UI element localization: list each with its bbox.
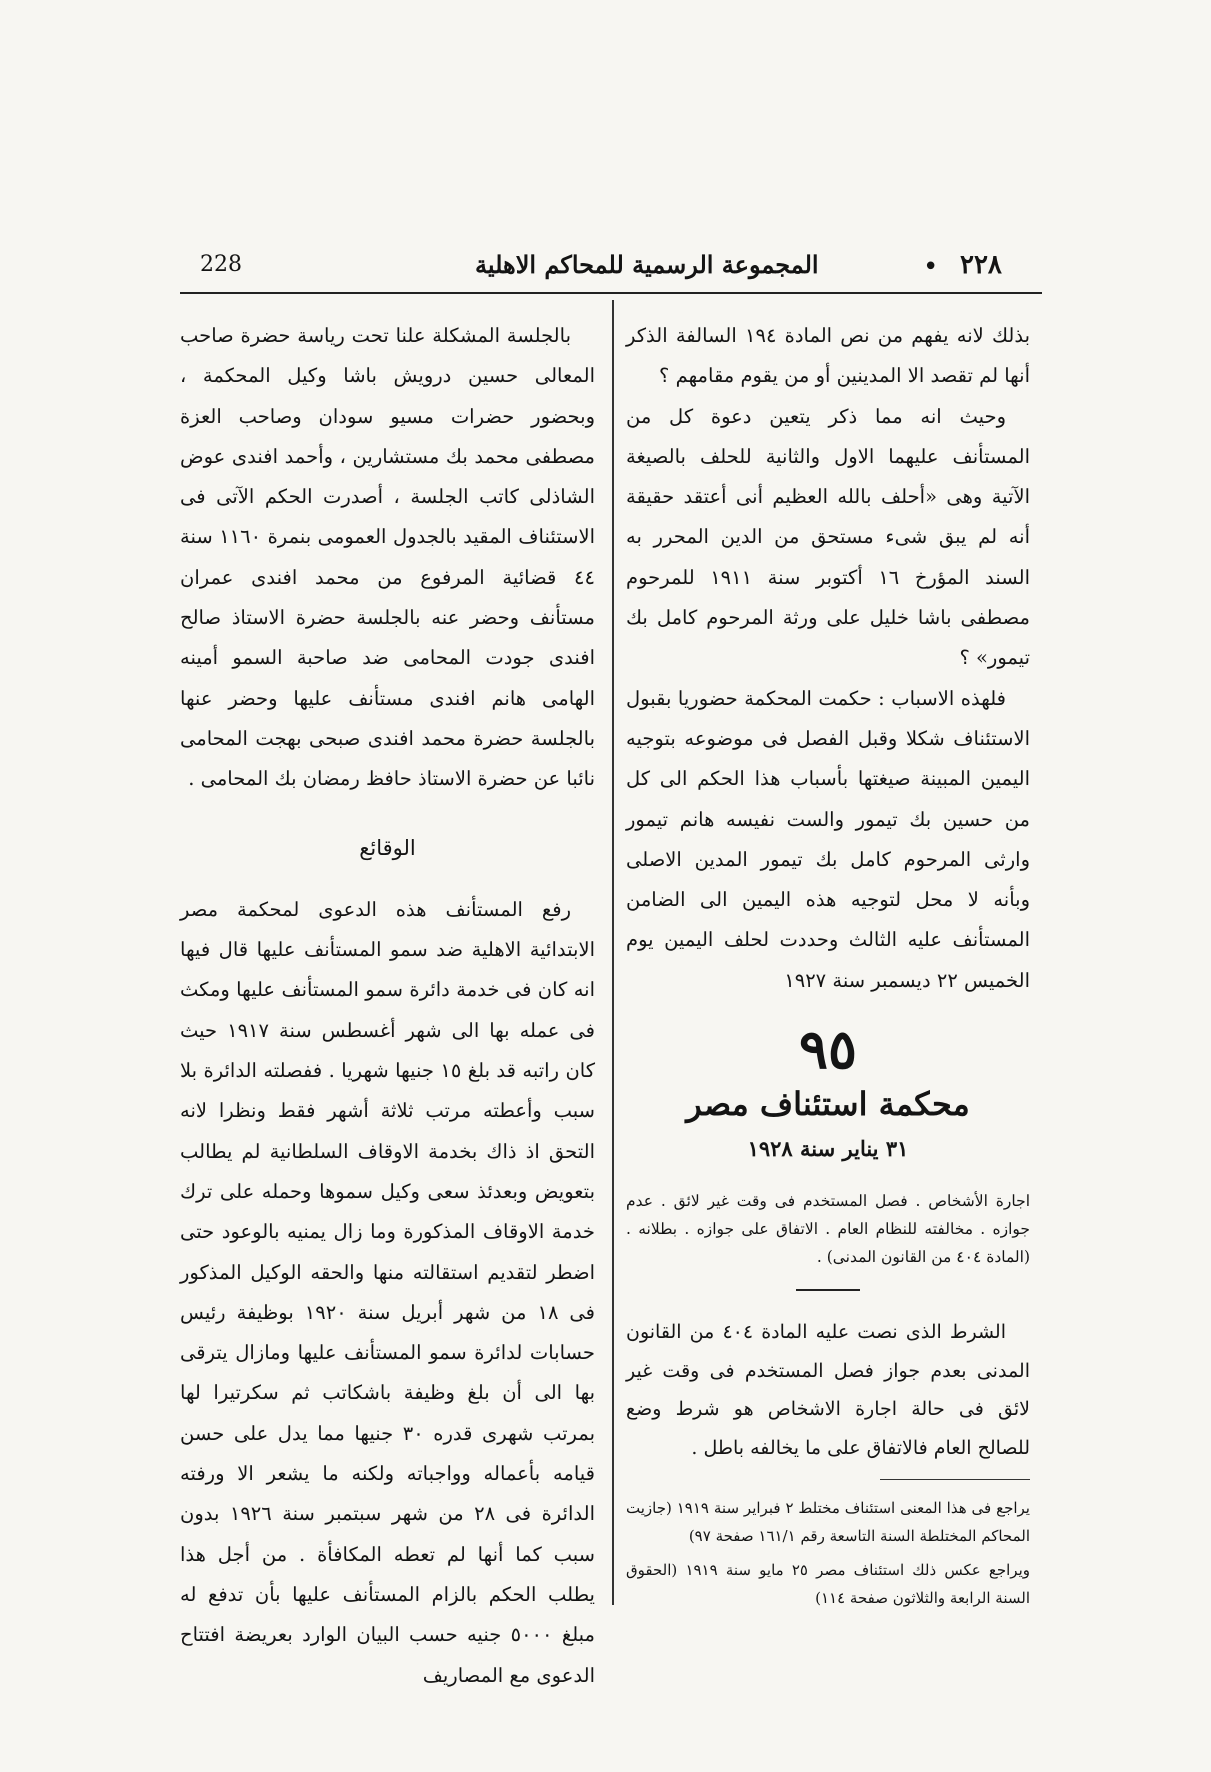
holding-paragraph: الشرط الذى نصت عليه المادة ٤٠٤ من القانون المدنى بعدم جواز فصل المستخدم فى وقت غير لائق فى حالة اجارة الاشخاص هو شرط وضع للصالح العام فالاتفاق على ما يخالفه باطل . (626, 1321, 1030, 1459)
headnote: اجارة الأشخاص . فصل المستخدم فى وقت غير لائق . عدم جوازه . مخالفته للنظام العام . الاتفاق على جوازه . بطلانه . (المادة ٤٠٤ من القانون المدنى) . (626, 1192, 1030, 1267)
page-header (185, 250, 1035, 290)
facts-heading: الوقائع (359, 835, 416, 860)
left-column (180, 316, 595, 1696)
section-rule (796, 1289, 860, 1291)
footnote-1: يراجع فى هذا المعنى استئناف مختلط ٢ فبراير سنة ١٩١٩ (جازيت المحاكم المختلطة السنة التاسعة رقم ١٦١/١ صفحة ٩٧) (626, 1499, 1030, 1546)
page-number-arabic: ٢٢٨ (960, 250, 1002, 280)
session-paragraph: بالجلسة المشكلة علنا تحت رياسة حضرة صاحب المعالى حسين درويش باشا وكيل المحكمة ، وبحضور حضرات مسيو سودان وصاحب العزة مصطفى محمد بك مستشارين ، وأحمد افندى عوض الشاذلى كاتب الجلسة ، أصدرت الحكم الآتى فى الاستئناف المقيد بالجدول العمومى بنمرة ١١٦٠ سنة ٤٤ قضائية المرفوع من محمد افندى عمران مستأنف وحضر عنه بالجلسة حضرة الاستاذ صالح افندى جودت المحامى ضد صاحبة السمو أمينه الهامى هانم افندى مستأنف عليها وحضر عنها بالجلسة حضرة محمد افندى صبحى بهجت المحامى نائبا عن حضرة الاستاذ حافظ رمضان بك المحامى . (180, 324, 595, 791)
oath-paragraph: وحيث انه مما ذكر يتعين دعوة كل من المستأنف عليهما الاول والثانية للحلف بالصيغة الآتية وهى «أحلف بالله العظيم أنى أعتقد حقيقة أنه لم يبق شىء مستحق من الدين المحرر به السند المؤرخ ١٦ أكتوبر سنة ١٩١١ للمرحوم مصطفى باشا خليل على ورثة المرحوم كامل بك تيمور» ؟ (626, 404, 1030, 670)
footnotes (626, 1494, 1030, 1612)
footnote-rule (880, 1479, 1030, 1480)
ruling-paragraph: فلهذه الاسباب : حكمت المحكمة حضوريا بقبول الاستئناف شكلا وقبل الفصل فى موضوعه بتوجيه اليمين المبينة صيغتها بأسباب هذا الحكم الى كل من حسين بك تيمور والست نفيسه هانم تيمور وارثى المرحوم كامل بك تيمور المدين الاصلى وبأنه لا محل لتوجيه هذه اليمين الى الضامن المستأنف عليه الثالث وحددت لحلف اليمين يوم الخميس ٢٢ ديسمبر سنة ١٩٢٧ (626, 686, 1030, 992)
header-rule (180, 292, 1042, 294)
facts-paragraph: رفع المستأنف هذه الدعوى لمحكمة مصر الابتدائية الاهلية ضد سمو المستأنف عليها قال فيها انه كان فى خدمة دائرة سمو المستأنف عليها ومكث فى عمله بها الى شهر أغسطس سنة ١٩١٧ حيث كان راتبه قد بلغ ١٥ جنيها شهريا . ففصلته الدائرة بلا سبب وأعطته مرتب ثلاثة أشهر فقط ونظرا لانه التحق اذ ذاك بخدمة الاوقاف السلطانية لم يطالب بتعويض وبعدئذ سعى وكيل سموها وحمله على ترك خدمة الاوقاف المذكورة وما زال يمنيه بالوعود حتى اضطر لتقديم استقالته منها والحقه الوكيل المذكور فى ١٨ من شهر أبريل سنة ١٩٢٠ بوظيفة رئيس حسابات لدائرة سمو المستأنف عليها ومازال يترقى بها الى أن بلغ وظيفة باشكاتب ثم سكرتيرا لها بمرتب شهرى قدره ٣٠ جنيها مما يدل على حسن قيامه بأعماله وواجباته ولكنه ما يشعر الا ورفته الدائرة فى ٢٨ من شهر سبتمبر سنة ١٩٢٦ بدون سبب كما أنها لم تعطه المكافأة . من أجل هذا يطلب الحكم بالزام المستأنف عليها بأن تدفع له مبلغ ٥٠٠٠ جنيه حسب البيان الوارد بعريضة افتتاح الدعوى مع المصاريف (180, 897, 595, 1687)
court-name: محكمة استئناف مصر (686, 1085, 970, 1124)
page-number-latin: 228 (200, 252, 242, 277)
right-column (626, 316, 1030, 1618)
opening-paragraph: بذلك لانه يفهم من نص المادة ١٩٤ السالفة الذكر أنها لم تقصد الا المدينين أو من يقوم مقامهم ؟ (626, 324, 1030, 388)
footnote-2: ويراجع عكس ذلك استئناف مصر ٢٥ مايو سنة ١٩١٩ (الحقوق السنة الرابعة والثلاثون صفحة ١١٤) (626, 1561, 1031, 1608)
case-number: ٩٥ (798, 1017, 857, 1082)
case-date: ٣١ يناير سنة ١٩٢٨ (747, 1136, 909, 1162)
running-title: المجموعة الرسمية للمحاكم الاهلية (475, 250, 819, 279)
header-bullet: • (923, 252, 939, 282)
column-divider (612, 300, 614, 1605)
